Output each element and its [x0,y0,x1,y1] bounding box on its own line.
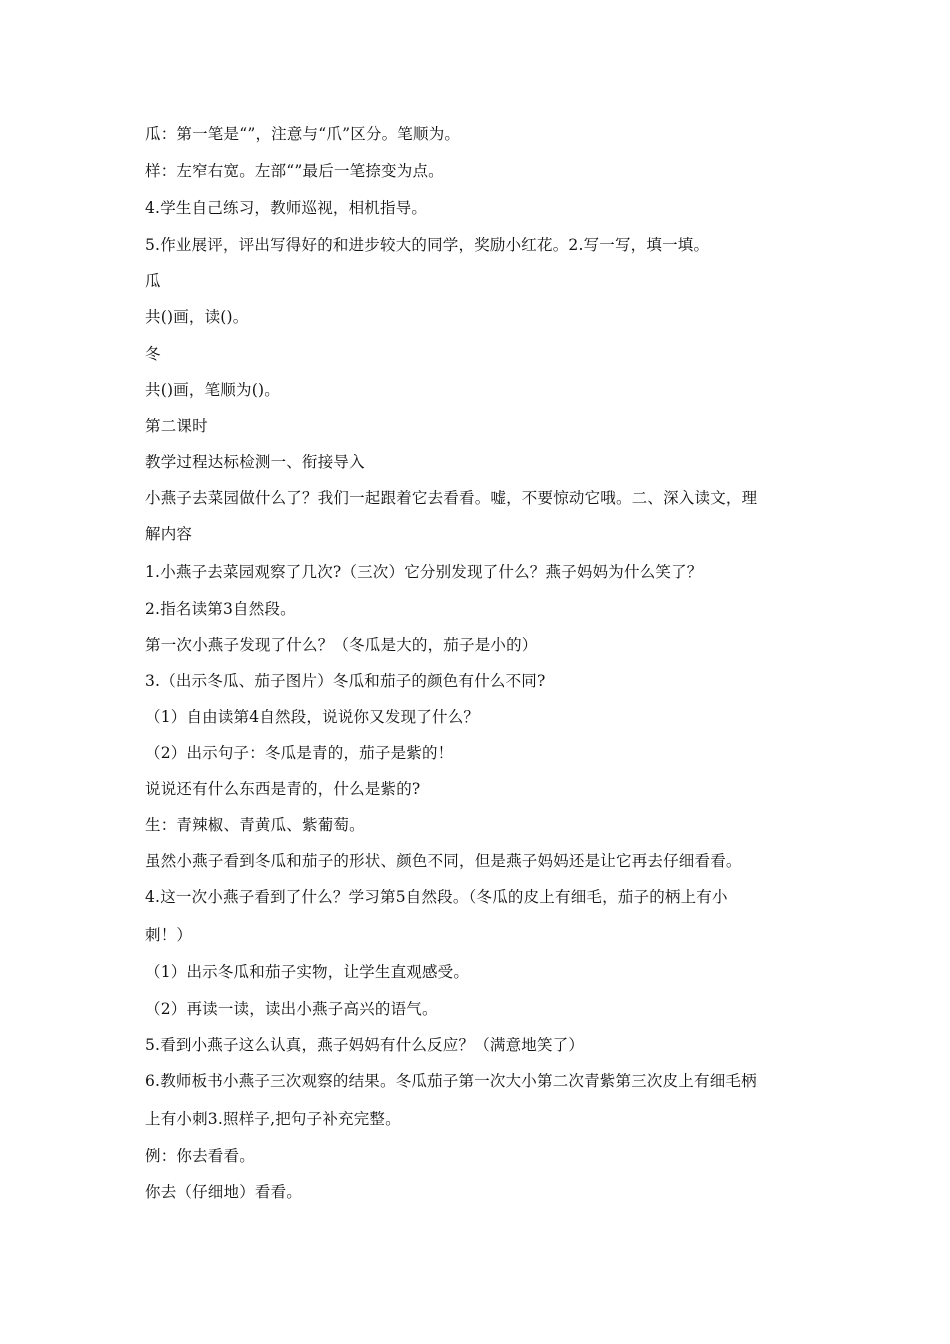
paragraph-text: 6.教师板书小燕子三次观察的结果。冬瓜茄子第一次大小第二次青紫第三次皮上有细毛柄 [145,1072,757,1090]
text-line: 解内容 [145,525,193,543]
text-line: 共()画，笔顺为()。 [145,381,280,399]
text-line: 3.（出示冬瓜、茄子图片）冬瓜和茄子的颜色有什么不同? [145,672,546,690]
text-line: 冬 [145,345,161,363]
text-line: （2）再读一读，读出小燕子高兴的语气。 [145,1000,438,1018]
text-line: 5.作业展评，评出写得好的和进步较大的同学，奖励小红花。2.写一写，填一填。 [145,236,710,254]
text-line: 1.小燕子去菜园观察了几次?（三次）它分别发现了什么？燕子妈妈为什么笑了？ [145,563,703,581]
paragraph-text: 4.这一次小燕子看到了什么？学习第5自然段。（冬瓜的皮上有细毛，茄子的柄上有小 [145,888,728,906]
text-line: 瓜 [145,272,161,290]
paragraph-text: 小燕子去菜园做什么了？我们一起跟着它去看看。嘘，不要惊动它哦。二、深入读文，理 [145,489,758,507]
text-line: 虽然小燕子看到冬瓜和茄子的形状、颜色不同，但是燕子妈妈还是让它再去仔细看看。 [145,852,742,870]
text-line: （1）出示冬瓜和茄子实物，让学生直观感受。 [145,963,470,981]
text-line: 瓜：第一笔是“”，注意与“爪”区分。笔顺为。 [145,125,461,143]
text-line-justified [145,886,815,908]
text-line: 说说还有什么东西是青的，什么是紫的? [145,780,421,798]
section-heading: 第二课时 [145,417,208,435]
text-line: 样：左窄右宽。左部“”最后一笔捺变为点。 [145,162,444,180]
text-line: 共()画，读()。 [145,308,249,326]
text-line: 教学过程达标检测一、衔接导入 [145,453,365,471]
text-line: （1）自由读第4自然段，说说你又发现了什么？ [145,708,480,726]
text-line: 例：你去看看。 [145,1147,255,1165]
text-line: 第一次小燕子发现了什么？（冬瓜是大的，茄子是小的） [145,636,538,654]
text-line: 上有小刺3.照样子,把句子补充完整。 [145,1110,401,1128]
text-line: （2）出示句子：冬瓜是青的，茄子是紫的！ [145,744,454,762]
text-line-justified [145,1070,815,1092]
text-line: 5.看到小燕子这么认真，燕子妈妈有什么反应？（满意地笑了） [145,1036,585,1054]
text-line: 生：青辣椒、青黄瓜、紫葡萄。 [145,816,365,834]
text-line-justified [145,487,815,509]
text-line: 4.学生自己练习，教师巡视，相机指导。 [145,199,428,217]
text-line: 2.指名读第3自然段。 [145,600,296,618]
text-line: 你去（仔细地）看看。 [145,1183,303,1201]
text-line: 刺！） [145,926,193,944]
